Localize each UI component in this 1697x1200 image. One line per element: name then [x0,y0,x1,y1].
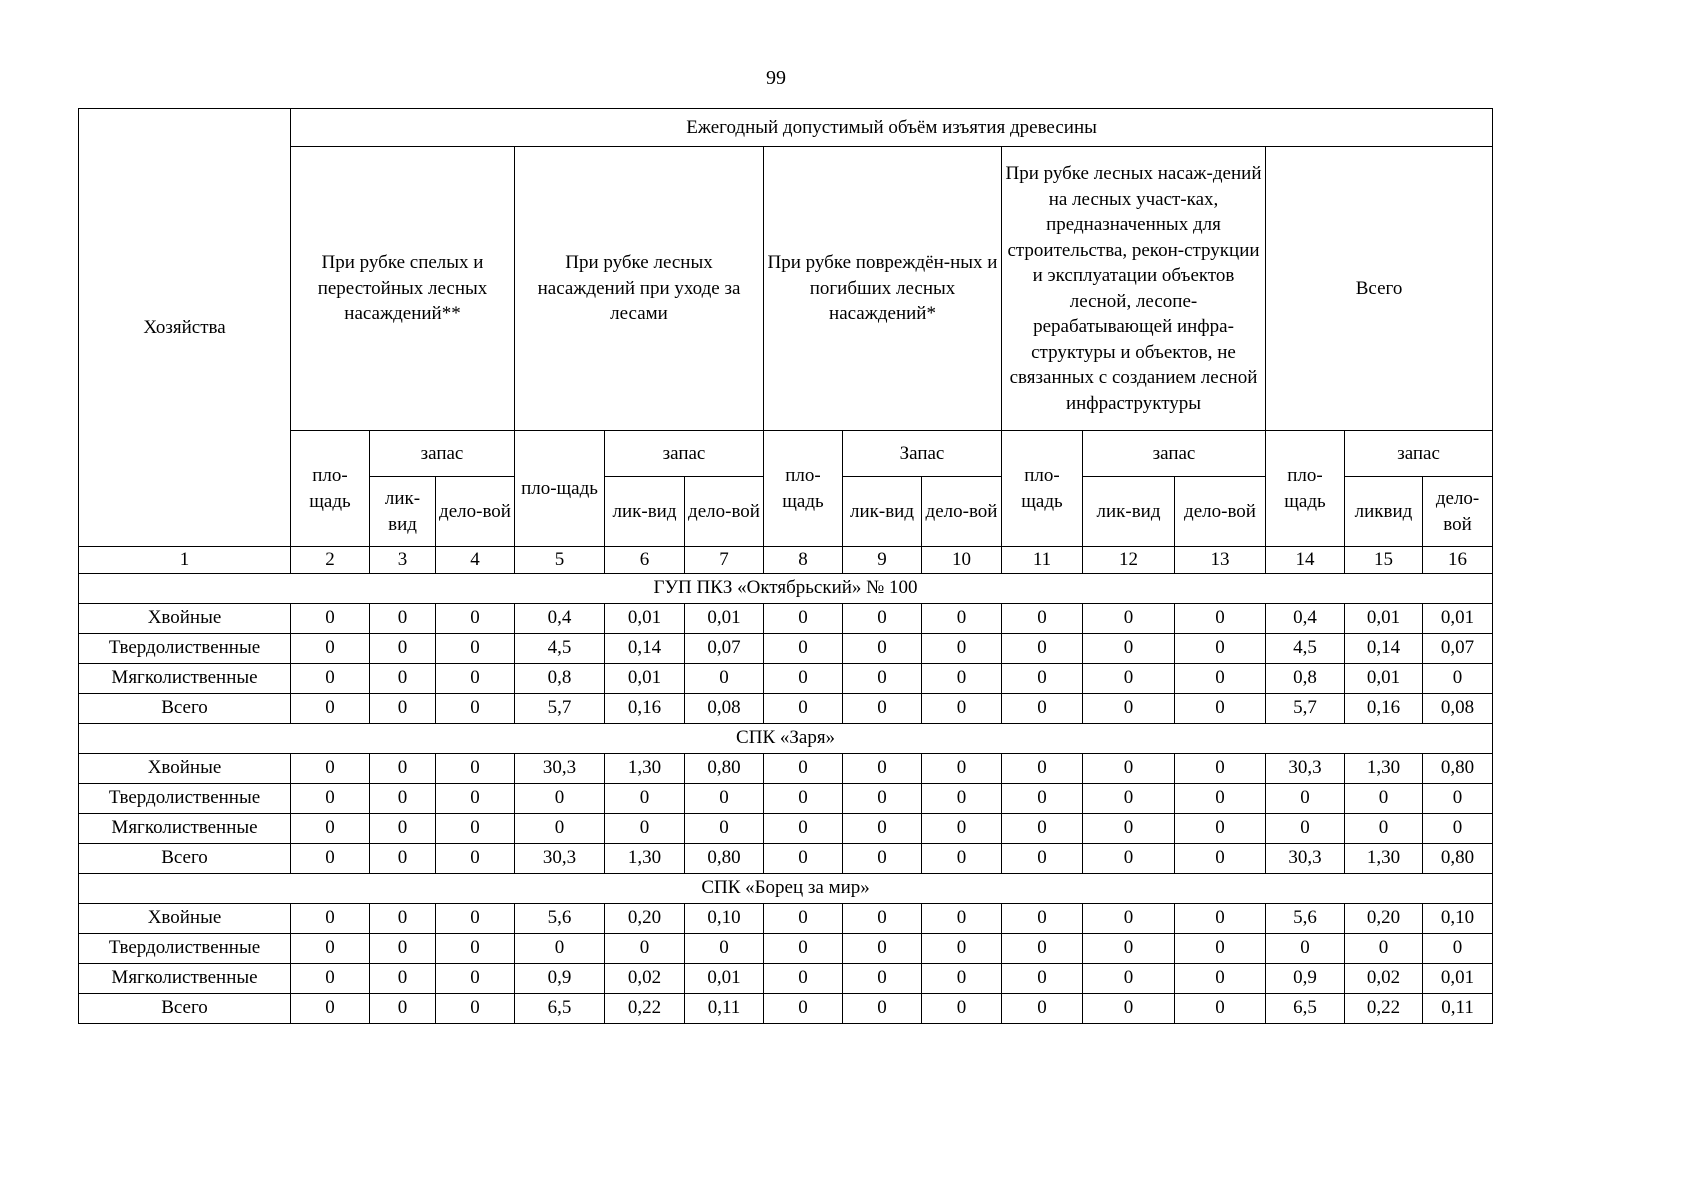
table-cell: 0,01 [685,603,764,633]
table-cell: 0 [764,843,843,873]
row-label: Твердолиственные [79,633,291,663]
table-cell: 0 [1175,843,1266,873]
column-number: 6 [605,547,685,574]
table-cell: 0,80 [685,753,764,783]
table-cell: 0 [1423,663,1493,693]
table-cell: 0 [843,693,922,723]
table-cell: 0 [370,693,436,723]
table-cell: 0 [1083,753,1175,783]
table-cell: 0 [291,603,370,633]
business-header: дело-вой [685,477,764,547]
row-label: Хвойные [79,903,291,933]
table-cell: 0 [1002,663,1083,693]
table-row [79,783,1493,813]
table-cell: 0 [436,633,515,663]
table-cell: 0 [1083,663,1175,693]
table-cell: 0,8 [515,663,605,693]
stock-header: Запас [843,431,1002,477]
business-header: дело-вой [1175,477,1266,547]
table-cell: 0 [291,963,370,993]
table-cell: 0,22 [1345,993,1423,1023]
table-body [79,573,1493,1023]
table-row [79,843,1493,873]
table-cell: 0 [1002,963,1083,993]
table-cell: 0 [685,663,764,693]
stock-header: запас [1345,431,1493,477]
table-cell: 0 [1002,903,1083,933]
section-row [79,723,1493,753]
table-row [79,933,1493,963]
table-cell: 0 [291,933,370,963]
table-header [79,109,1493,574]
table-cell: 0 [843,753,922,783]
table-cell: 0 [605,813,685,843]
column-number-row [79,547,1493,574]
table-cell: 0,80 [1423,753,1493,783]
row-label: Всего [79,993,291,1023]
table-cell: 0,08 [685,693,764,723]
table-row [79,633,1493,663]
table-cell: 0,20 [605,903,685,933]
table-cell: 0 [291,663,370,693]
table-cell: 0 [436,693,515,723]
table-cell: 0 [436,963,515,993]
table-cell: 0 [1266,933,1345,963]
table-cell: 0 [922,903,1002,933]
table-cell: 0 [515,813,605,843]
group-header: При рубке повреждён-ных и погибших лесных насаждений* [764,147,1002,431]
table-cell: 0 [843,813,922,843]
table-cell: 0 [291,753,370,783]
table-cell: 1,30 [605,843,685,873]
group-header: При рубке лесных насаждений при уходе за лесами [515,147,764,431]
table-cell: 0 [843,783,922,813]
table-cell: 0 [370,903,436,933]
liquid-header: лик-вид [1083,477,1175,547]
table-cell: 0,14 [605,633,685,663]
table-cell: 6,5 [515,993,605,1023]
table-cell: 0 [1083,633,1175,663]
table-cell: 5,6 [1266,903,1345,933]
table-cell: 0 [764,933,843,963]
table-cell: 0,01 [1423,963,1493,993]
table-cell: 0 [843,843,922,873]
table-cell: 0 [843,993,922,1023]
stock-header: запас [605,431,764,477]
table-cell: 0 [1002,633,1083,663]
column-number: 16 [1423,547,1493,574]
table-cell: 0,10 [685,903,764,933]
table-cell: 0 [1423,933,1493,963]
column-number: 13 [1175,547,1266,574]
table-cell: 0 [370,663,436,693]
table-cell: 0 [764,693,843,723]
table-cell: 0,08 [1423,693,1493,723]
table-cell: 0 [1345,783,1423,813]
table-cell: 0,01 [605,663,685,693]
liquid-header: ликвид [1345,477,1423,547]
row-label: Хвойные [79,753,291,783]
table-cell: 0 [370,753,436,783]
area-header: пло-щадь [291,431,370,547]
table-cell: 0 [843,663,922,693]
table-cell: 0 [764,963,843,993]
table-cell: 0,4 [515,603,605,633]
row-label: Всего [79,843,291,873]
table-cell: 0 [843,903,922,933]
table-cell: 0 [922,963,1002,993]
table-cell: 0 [1083,993,1175,1023]
row-label: Мягколиственные [79,663,291,693]
table-cell: 0 [1423,783,1493,813]
table-cell: 0 [1002,693,1083,723]
table-cell: 0 [436,753,515,783]
table-cell: 0 [436,813,515,843]
table-cell: 0,07 [685,633,764,663]
table-row [79,813,1493,843]
table-row [79,603,1493,633]
table-cell: 0 [1175,783,1266,813]
liquid-header: лик-вид [605,477,685,547]
table-cell: 30,3 [1266,843,1345,873]
row-label: Мягколиственные [79,963,291,993]
table-cell: 30,3 [515,843,605,873]
table-cell: 0 [370,603,436,633]
table-cell: 0 [291,903,370,933]
business-header: дело-вой [922,477,1002,547]
table-cell: 4,5 [515,633,605,663]
table-cell: 0 [922,753,1002,783]
row-label: Мягколиственные [79,813,291,843]
table-cell: 0 [922,663,1002,693]
table-cell: 0 [436,933,515,963]
stock-header: запас [370,431,515,477]
table-cell: 0 [1083,933,1175,963]
table-cell: 5,7 [1266,693,1345,723]
table-cell: 0,07 [1423,633,1493,663]
table-cell: 0 [291,993,370,1023]
table-cell: 0 [764,813,843,843]
table-cell: 0,14 [1345,633,1423,663]
table-cell: 0 [1083,963,1175,993]
table-cell: 0 [1175,693,1266,723]
table-row [79,993,1493,1023]
table-cell: 0 [515,783,605,813]
area-header: пло-щадь [764,431,843,547]
column-number: 3 [370,547,436,574]
table-cell: 1,30 [1345,753,1423,783]
table-cell: 0 [370,633,436,663]
table-cell: 5,6 [515,903,605,933]
table-cell: 0 [685,783,764,813]
table-cell: 0 [1002,933,1083,963]
table-cell: 0 [922,813,1002,843]
table-cell: 0 [843,633,922,663]
table-cell: 0 [1175,993,1266,1023]
table-cell: 0 [1002,753,1083,783]
table-cell: 0,01 [1345,603,1423,633]
section-title: СПК «Борец за мир» [79,873,1493,903]
table-cell: 0,10 [1423,903,1493,933]
section-row [79,873,1493,903]
table-cell: 0 [685,813,764,843]
table-cell: 0 [1083,783,1175,813]
table-cell: 0,01 [685,963,764,993]
table-cell: 0,22 [605,993,685,1023]
column-number: 2 [291,547,370,574]
group-header: При рубке спелых и перестойных лесных насаждений** [291,147,515,431]
table-cell: 0 [370,783,436,813]
column-number: 1 [79,547,291,574]
table-cell: 0 [764,783,843,813]
table-cell: 0 [1083,693,1175,723]
table-cell: 0 [764,633,843,663]
liquid-header: лик-вид [843,477,922,547]
table-cell: 0 [1345,813,1423,843]
column-number: 8 [764,547,843,574]
table-cell: 0 [1083,843,1175,873]
table-cell: 0 [1175,633,1266,663]
table-cell: 0 [1002,843,1083,873]
table-cell: 0 [436,663,515,693]
harvest-volume-table [78,108,1493,1024]
row-label: Хвойные [79,603,291,633]
table-cell: 0,20 [1345,903,1423,933]
table-cell: 0,02 [605,963,685,993]
section-row [79,573,1493,603]
table-cell: 0 [370,843,436,873]
section-title: ГУП ПКЗ «Октябрьский» № 100 [79,573,1493,603]
business-header: дело-вой [436,477,515,547]
table-cell: 0 [764,903,843,933]
table-cell: 0 [843,933,922,963]
table-cell: 0,80 [1423,843,1493,873]
main-title-header: Ежегодный допустимый объём изъятия древесины [291,109,1493,147]
business-header: дело-вой [1423,477,1493,547]
table-row [79,963,1493,993]
column-number: 9 [843,547,922,574]
table-cell: 0 [764,753,843,783]
table-cell: 30,3 [1266,753,1345,783]
table-row [79,903,1493,933]
table-cell: 4,5 [1266,633,1345,663]
column-number: 12 [1083,547,1175,574]
table-cell: 0 [922,633,1002,663]
table-row [79,753,1493,783]
table-cell: 0 [515,933,605,963]
table-cell: 0 [843,603,922,633]
table-cell: 1,30 [1345,843,1423,873]
table-cell: 0,9 [1266,963,1345,993]
table-cell: 0 [291,813,370,843]
stock-header: запас [1083,431,1266,477]
table-cell: 0,8 [1266,663,1345,693]
table-cell: 0 [1175,753,1266,783]
table-cell: 0 [436,603,515,633]
table-cell: 0 [1083,603,1175,633]
table-cell: 30,3 [515,753,605,783]
table-cell: 0 [1266,783,1345,813]
table-cell: 0 [685,933,764,963]
table-cell: 0 [922,603,1002,633]
table-cell: 0 [436,903,515,933]
group-header: При рубке лесных насаж-дений на лесных участ-ках, предназначенных для строительства, рекон-струкции и эксплуатации объектов лесной, лесопе-рерабатывающей инфра-структуры и объектов, не связанных с созданием лесной инфраструктуры [1002,147,1266,431]
table-row [79,693,1493,723]
column-number: 14 [1266,547,1345,574]
table-cell: 0 [436,993,515,1023]
farm-column-header: Хозяйства [79,109,291,547]
table-cell: 0 [1175,933,1266,963]
column-number: 4 [436,547,515,574]
liquid-header: лик-вид [370,477,436,547]
table-cell: 0 [1002,813,1083,843]
table-cell: 0,16 [605,693,685,723]
table-cell: 5,7 [515,693,605,723]
table-cell: 0 [291,693,370,723]
table-cell: 0 [1266,813,1345,843]
row-label: Твердолиственные [79,783,291,813]
table-cell: 0 [922,783,1002,813]
table-cell: 0 [291,843,370,873]
column-number: 10 [922,547,1002,574]
table-cell: 0 [1002,993,1083,1023]
table-cell: 0 [922,843,1002,873]
table-cell: 0,80 [685,843,764,873]
table-cell: 0 [605,933,685,963]
page-number: 99 [766,67,786,89]
table-cell: 0 [291,633,370,663]
table-cell: 0 [370,993,436,1023]
table-cell: 0 [1175,663,1266,693]
table-cell: 0 [843,963,922,993]
table-cell: 0 [1002,783,1083,813]
table-cell: 0 [922,933,1002,963]
table-cell: 0 [1175,603,1266,633]
column-number: 7 [685,547,764,574]
group-header: Всего [1266,147,1493,431]
table-cell: 0 [436,843,515,873]
table-cell: 0 [764,603,843,633]
table-cell: 0 [436,783,515,813]
table-cell: 6,5 [1266,993,1345,1023]
table-cell: 1,30 [605,753,685,783]
table-cell: 0 [922,993,1002,1023]
table-cell: 0 [1423,813,1493,843]
table-cell: 0,16 [1345,693,1423,723]
table-cell: 0 [370,963,436,993]
table-cell: 0,02 [1345,963,1423,993]
table-cell: 0 [605,783,685,813]
row-label: Всего [79,693,291,723]
table-cell: 0 [922,693,1002,723]
table-cell: 0 [764,993,843,1023]
column-number: 11 [1002,547,1083,574]
table-cell: 0 [764,663,843,693]
column-number: 5 [515,547,605,574]
table-cell: 0,4 [1266,603,1345,633]
table-cell: 0 [291,783,370,813]
table-cell: 0 [1175,963,1266,993]
area-header: пло-щадь [1002,431,1083,547]
table-cell: 0,9 [515,963,605,993]
table-cell: 0,11 [1423,993,1493,1023]
table-cell: 0 [370,933,436,963]
table-cell: 0 [1175,813,1266,843]
row-label: Твердолиственные [79,933,291,963]
table-cell: 0,01 [1423,603,1493,633]
table-cell: 0 [1083,813,1175,843]
table-cell: 0 [1083,903,1175,933]
area-header: пло-щадь [1266,431,1345,547]
table-cell: 0,11 [685,993,764,1023]
column-number: 15 [1345,547,1423,574]
section-title: СПК «Заря» [79,723,1493,753]
table-cell: 0 [1002,603,1083,633]
table-cell: 0,01 [605,603,685,633]
table-cell: 0 [1175,903,1266,933]
table-row [79,663,1493,693]
table-cell: 0,01 [1345,663,1423,693]
table-cell: 0 [370,813,436,843]
area-header: пло-щадь [515,431,605,547]
table-cell: 0 [1345,933,1423,963]
